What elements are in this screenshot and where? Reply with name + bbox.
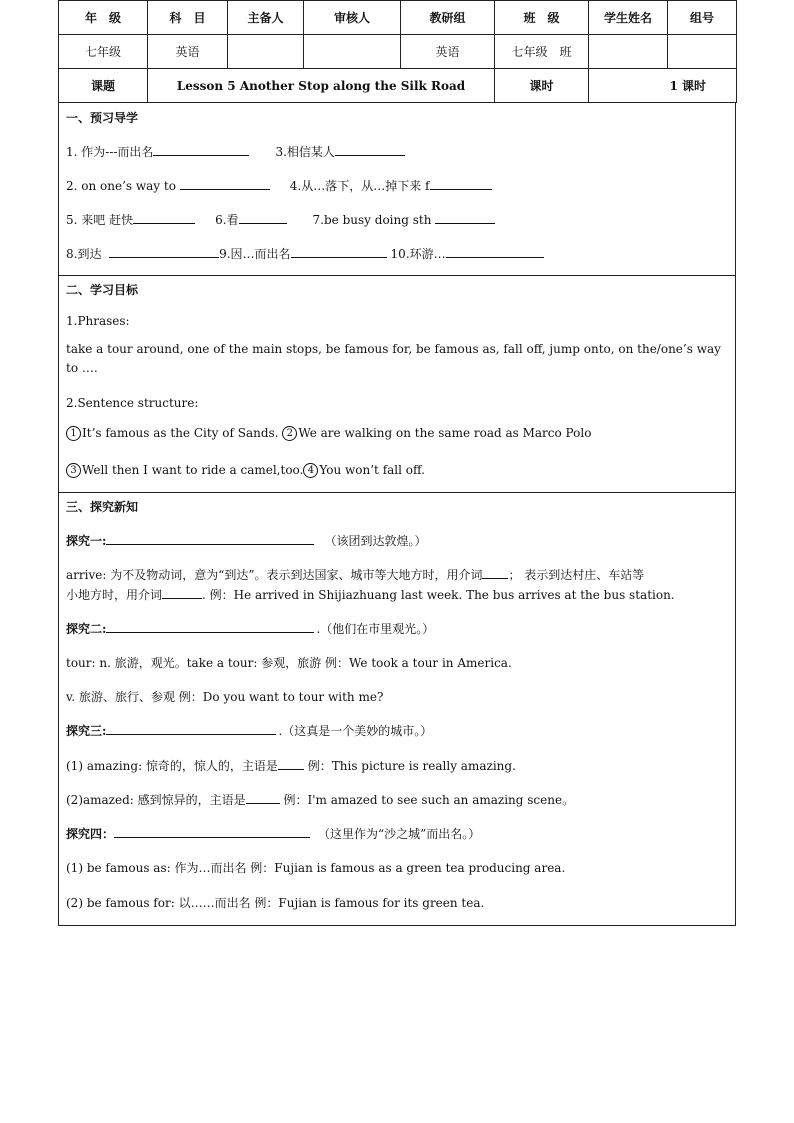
explore-3-chinese: .（这真是一个美妙的城市。） [278,724,433,738]
tour-verb-line: v. 旅游、旅行、参观 例：Do you want to tour with me? [66,690,384,704]
blank-6[interactable] [239,211,287,224]
period-label: 课时 [495,69,589,103]
header-preparer-value[interactable] [228,35,304,69]
preview-row-1 [66,143,405,160]
blank-9[interactable] [291,245,387,258]
tour-noun-line: tour: n. 旅游，观光。take a tour: 参观，旅游 例：We took a tour in America. [66,656,512,670]
sentence-2: We are walking on the same road as Marco Polo [298,426,592,440]
header-table [58,0,737,103]
famous-for-line: (2) be famous for: 以……而出名 例：Fujian is famous for its green tea. [66,896,485,910]
preview-item-7: 7.be busy doing sth [312,213,432,227]
explore-3-blank[interactable] [106,722,276,735]
blank-4[interactable] [430,177,492,190]
goals-title: 二、学习目标 [66,283,139,297]
blank-7[interactable] [435,211,495,224]
sentence-3: Well then I want to ride a camel,too. [82,463,304,477]
preview-item-6: 6.看 [215,213,239,227]
explore-title: 三、探究新知 [66,500,139,514]
circled-number-4: 4 [303,463,318,478]
amazing-line [66,757,516,774]
period-value: 1 课时 [589,69,737,103]
explore-4-blank[interactable] [114,825,310,838]
amazed-blank[interactable] [246,791,280,804]
explore-3-row [66,722,432,739]
circled-number-2: 2 [282,426,297,441]
arrive-blank-2[interactable] [162,586,202,599]
header-student-name-label: 学生姓名 [589,1,668,35]
phrases-text: take a tour around, one of the main stops, be famous for, be famous as, fall off, jump onto, on the/one’s way to …. [66,342,721,375]
preview-item-8: 8.到达 [66,247,102,261]
header-preparer-label: 主备人 [228,1,304,35]
circled-number-3: 3 [66,463,81,478]
amazing-text-b: 例：This picture is really amazing. [303,759,516,773]
header-subject-value: 英语 [148,35,228,69]
blank-3[interactable] [335,143,405,156]
amazing-text-a: (1) amazing: 惊奇的，惊人的，主语是 [66,759,278,773]
preview-item-2: 2. on one’s way to [66,179,176,193]
worksheet [58,0,736,926]
lesson-title: Lesson 5 Another Stop along the Silk Road [148,69,495,103]
sentence-1: It’s famous as the City of Sands. [82,426,279,440]
explore-4-row [66,825,480,842]
preview-row-2 [66,177,492,194]
preview-item-4: 4.从…落下，从…掉下来 f [289,179,430,193]
preview-item-3: 3.相信某人 [275,145,335,159]
preview-item-5: 5. 来吧 赶快 [66,213,134,227]
header-student-name-value[interactable] [589,35,668,69]
header-subject-label: 科 目 [148,1,228,35]
explore-section [58,493,736,926]
header-team-number-value[interactable] [668,35,737,69]
header-group-value: 英语 [401,35,495,69]
structure-label: 2.Sentence structure: [66,396,199,410]
explore-2-chinese: .（他们在市里观光。） [316,622,435,636]
arrive-text-a: arrive: 为不及物动词，意为“到达”。表示到达国家、城市等大地方时，用介词 [66,568,483,582]
blank-10[interactable] [446,245,544,258]
amazed-line [66,791,574,808]
explore-2-blank[interactable] [106,620,314,633]
header-group-label: 教研组 [401,1,495,35]
arrive-row-1 [66,566,644,583]
preview-section [58,103,736,276]
phrases-label: 1.Phrases: [66,314,130,328]
header-class-label: 班 级 [495,1,589,35]
preview-item-10: 10.环游… [390,247,446,261]
header-team-number-label: 组号 [668,1,737,35]
blank-1[interactable] [153,143,249,156]
arrive-text-d: . 例：He arrived in Shijiazhuang last week. The bus arrives at the bus station. [202,588,675,602]
explore-4-chinese: （这里作为“沙之城”而出名。） [318,827,481,841]
amazing-blank[interactable] [278,757,304,770]
arrive-text-c: 小地方时，用介词 [66,588,163,602]
explore-3-label: 探究三: [66,724,107,738]
arrive-text-b: ； 表示到达村庄、车站等 [508,568,645,582]
preview-row-3 [66,211,495,228]
blank-5[interactable] [133,211,195,224]
explore-2-row [66,620,434,637]
blank-2[interactable] [180,177,270,190]
explore-1-label: 探究一: [66,534,107,548]
explore-1-chinese: （该团到达敦煌。） [324,534,427,548]
preview-item-9: 9.因…而出名 [219,247,291,261]
explore-2-label: 探究二: [66,622,107,636]
topic-label: 课题 [59,69,148,103]
header-reviewer-value[interactable] [304,35,401,69]
explore-4-label: 探究四： [66,827,115,841]
circled-number-1: 1 [66,426,81,441]
arrive-row-2 [66,586,675,603]
goals-section [58,276,736,493]
preview-title: 一、预习导学 [66,111,139,125]
sentence-4: You won’t fall off. [319,463,425,477]
amazed-text-b: 例：I'm amazed to see such an amazing scene。 [279,793,575,807]
header-grade-label: 年 级 [59,1,148,35]
arrive-blank-1[interactable] [482,566,508,579]
amazed-text-a: (2)amazed: 感到惊异的，主语是 [66,793,246,807]
sentence-row-1 [66,426,591,441]
explore-1-blank[interactable] [106,532,314,545]
blank-8[interactable] [109,245,219,258]
explore-1-row [66,532,426,549]
famous-as-line: (1) be famous as: 作为…而出名 例：Fujian is famous as a green tea producing area. [66,861,566,875]
preview-row-4 [66,245,544,262]
header-grade-value: 七年级 [59,35,148,69]
sentence-row-2 [66,463,425,478]
header-class-value: 七年级 班 [495,35,589,69]
header-reviewer-label: 审核人 [304,1,401,35]
preview-item-1: 1. 作为---而出名 [66,145,154,159]
